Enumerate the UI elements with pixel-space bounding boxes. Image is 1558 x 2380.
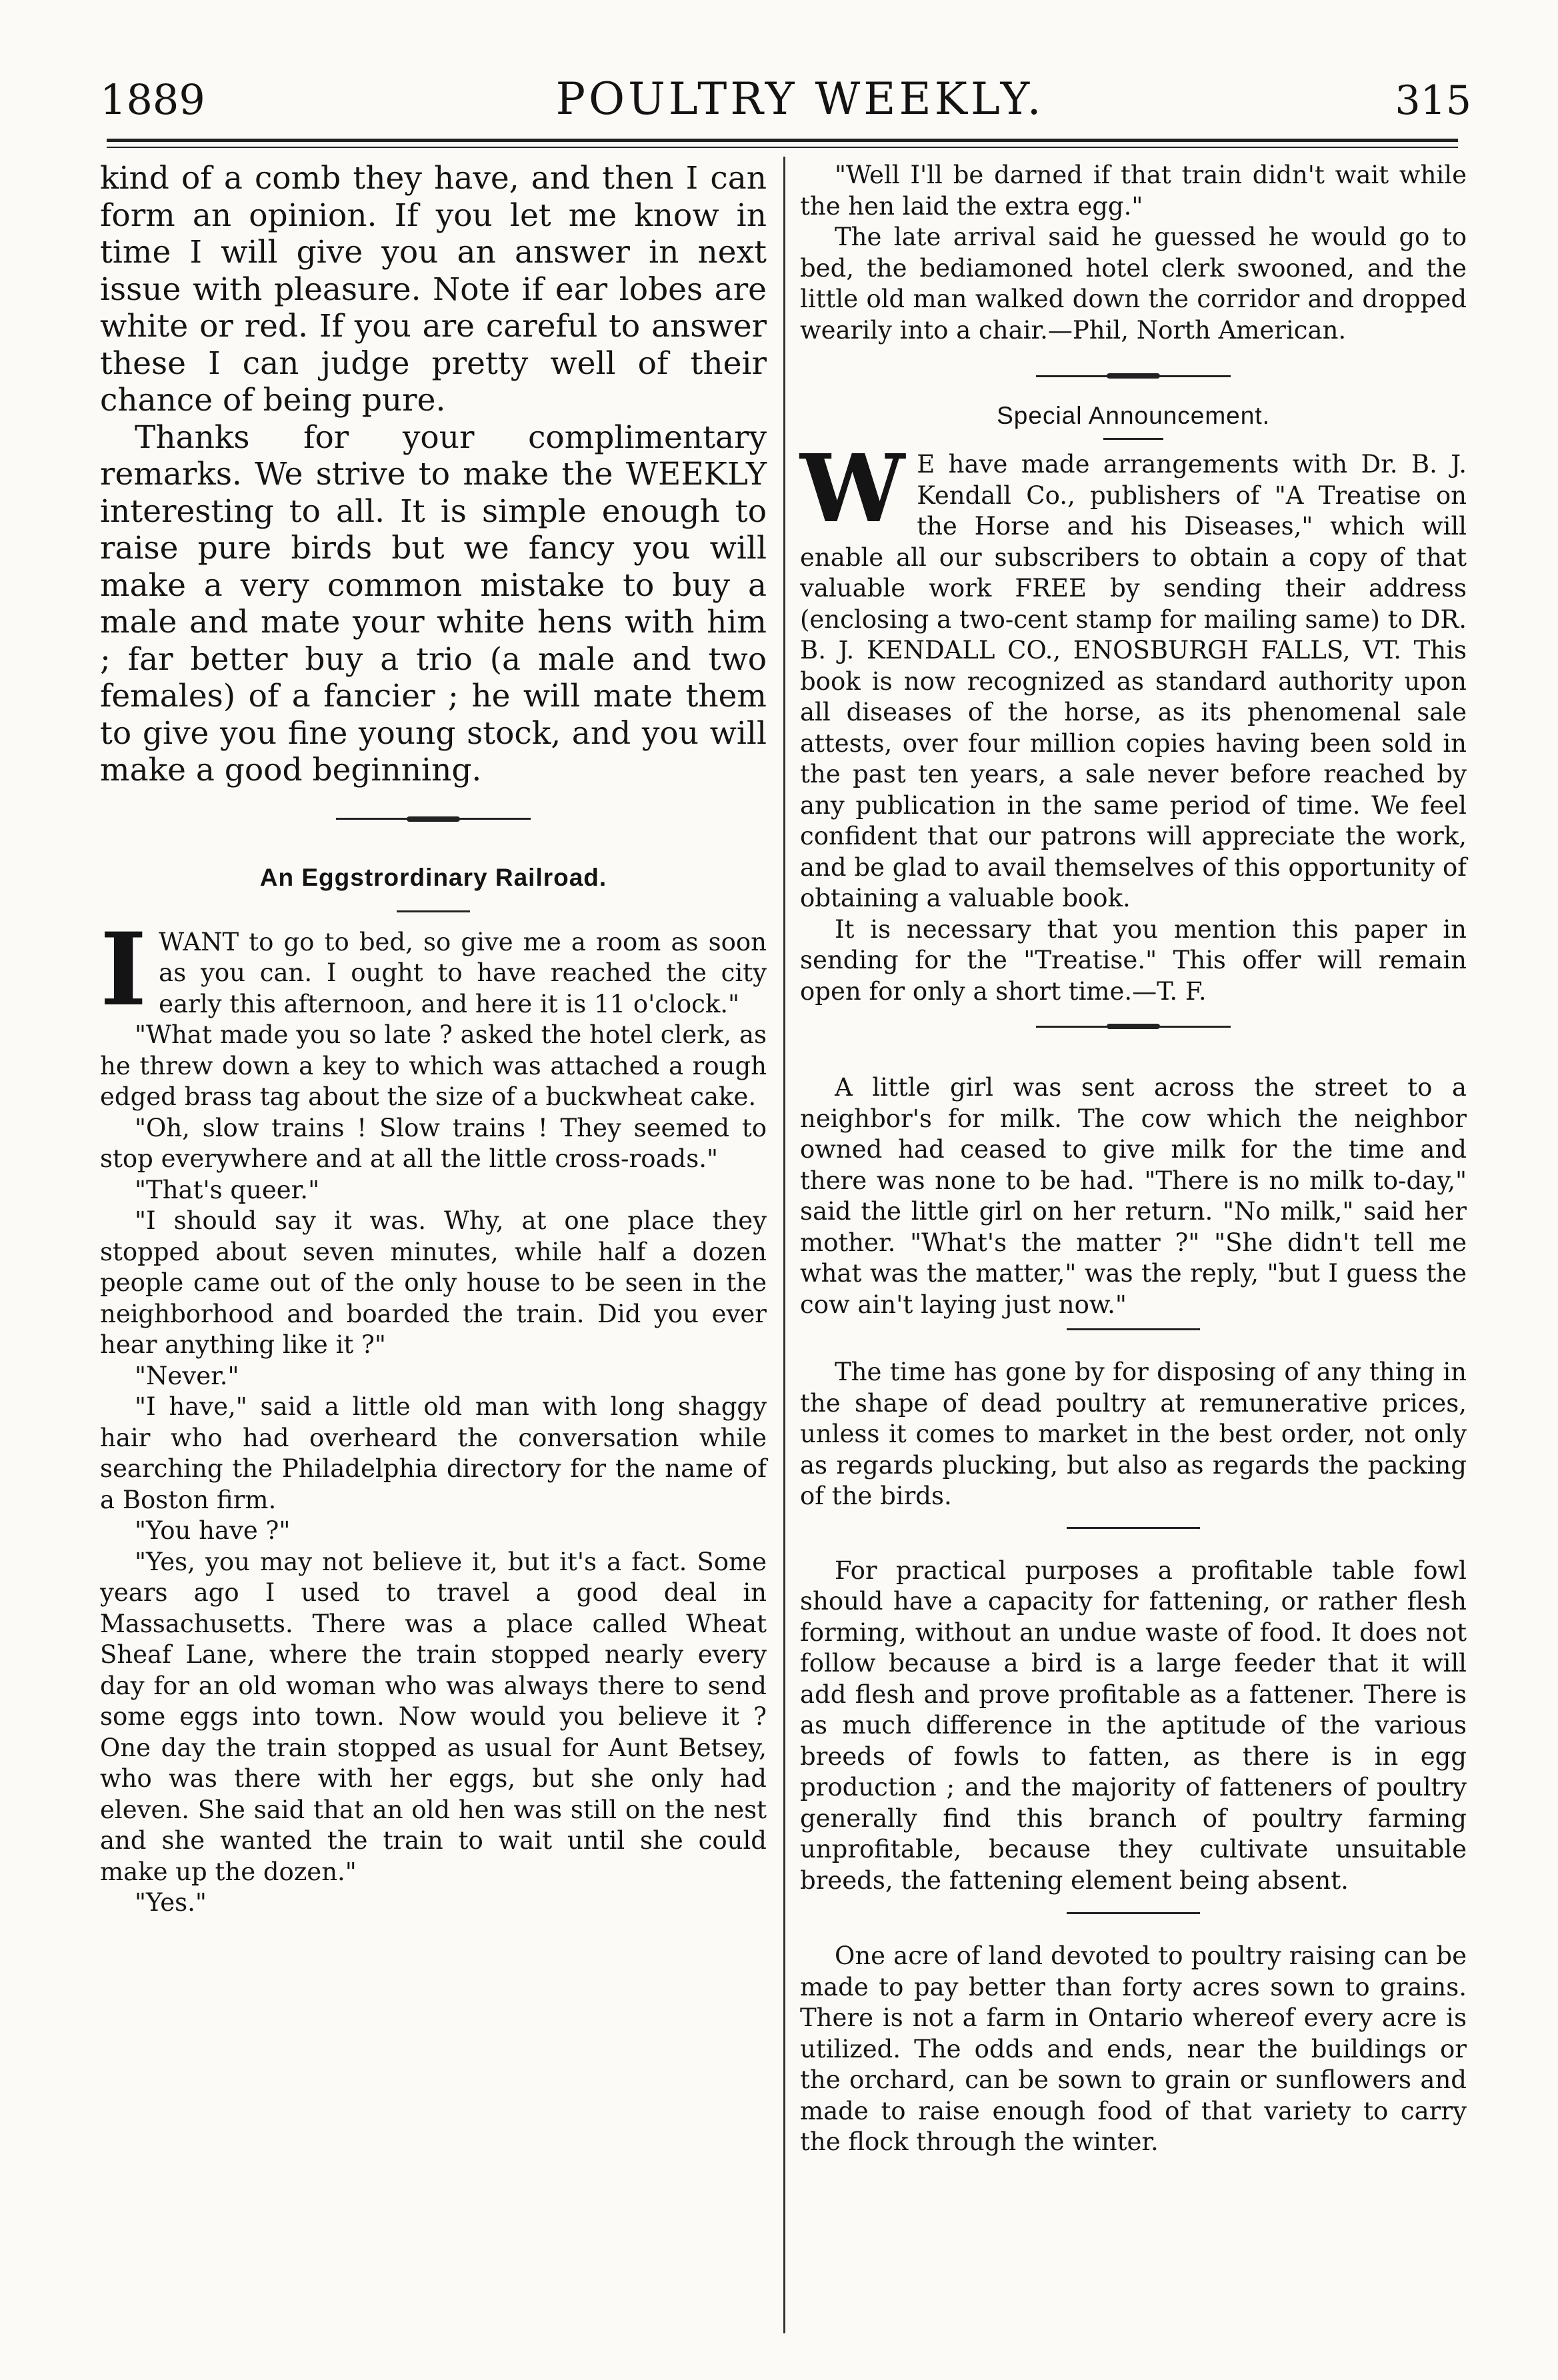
heading-rule (1103, 438, 1163, 440)
section-ornament (100, 808, 767, 830)
year: 1889 (100, 75, 205, 124)
railroad-heading: An Eggstrordinary Railroad. (259, 863, 607, 891)
announcement-note: It is necessary that you mention this paper in sending for the "Treatise." This offer will remain open for only a short time.—T. F. (800, 914, 1467, 1006)
heading-rule (397, 910, 470, 912)
railroad-paragraph: "Never." (135, 1361, 239, 1390)
railroad-paragraph: "Yes." (135, 1888, 207, 1917)
dropcap-i: I (100, 910, 147, 1028)
section-ornament (800, 1015, 1467, 1038)
comb-answer-paragraph: kind of a comb they have, and then I can form an opinion. If you let me know in time I will give you an answer in next issue with pleasure. Note if ear lobes are white or red. If you are careful to answer these I can judge pretty well of their chance of being pure. (100, 160, 767, 419)
column-divider (783, 157, 785, 2333)
section-ornament (800, 365, 1467, 387)
railroad-ending-paragraph: The late arrival said he guessed he would go to bed, the bediamoned hotel clerk swooned, and the little old man walked down the corridor and dropped wearily into a chair.—Phil, North American. (800, 223, 1467, 345)
dead-poultry-paragraph: The time has gone by for disposing of any thing in the shape of dead poultry at remunerative prices, unless it comes to market in the best order, not only as regards plucking, but also as regards the packing of the birds. (800, 1358, 1467, 1510)
separator-rule (1067, 1527, 1200, 1529)
railroad-paragraph: "What made you so late ? asked the hotel clerk, as he threw down a key to which was attached a rough edged brass tag about the size of a buckwheat cake. (100, 1020, 767, 1111)
railroad-opening-text: WANT to go to bed, so give me a room as soon as you can. I ought to have reached the city early this afternoon, and here it is 11 o'clock." (159, 927, 767, 1018)
announcement-text: E have made arrangements with Dr. B. J. Kendall Co., publishers of "A Treatise on the Horse and his Diseases," which will enable all our subscribers to obtain a copy of that valuable work FREE by sending their address (enclosing a two-cent stamp for mailing same) to DR. B. J. KENDALL CO., ENOSBURGH FALLS, VT. This book is now recognized as standard authority upon all diseases of the horse, as its phenomenal sale attests, over four million copies having been sold in the past ten years, a sale never before reached by any publication in the same period of time. We feel confident that our patrons will appreciate the work, and be glad to avail themselves of this opportunity of obtaining a valuable book. (800, 450, 1467, 912)
table-fowl-paragraph: For practical purposes a profitable table fowl should have a capacity for fattening, or rather flesh forming, without an undue waste of food. It does not follow because a bird is a large feeder that it will add flesh and prove profitable as a fattener. There is as much difference in the aptitude of the various breeds of fowls to fatten, as there is in egg production ; and the majority of fatteners of poultry generally find this branch of poultry farming unprofitable, because they cultivate unsuitable breeds, the fattening element being absent. (800, 1556, 1467, 1895)
header-rule-thin (107, 147, 1458, 148)
announcement-paragraph (800, 435, 1467, 914)
right-column (800, 160, 1467, 2158)
thanks-paragraph: Thanks for your complimentary remarks. We strive to make the WEEKLY interesting to all. It is simple enough to raise pure birds but we fancy you will make a very common mistake to buy a male and mate your white hens with him ; far better buy a trio (a male and two females) of a fancier ; he will mate them to give you fine young stock, and you will make a good beginning. (100, 419, 767, 788)
little-girl-paragraph: A little girl was sent across the street to a neighbor's for milk. The cow which the neighbor owned had ceased to give milk for the time and there was none to be had. "There is no milk to-day," said the little girl on her return. "No milk," said her mother. "What's the matter ?" "She didn't tell me what was the matter," was the reply, "but I guess the cow ain't laying just now." (800, 1073, 1467, 1319)
separator-rule (1067, 1912, 1200, 1914)
header-rule (107, 139, 1458, 142)
dropcap-w: W (800, 435, 905, 544)
masthead-title: POULTRY WEEKLY. (555, 73, 1045, 125)
left-column (100, 160, 767, 1919)
railroad-paragraph: "I should say it was. Why, at one place they stopped about seven minutes, while half a dozen people came out of the only house to be seen in the neighborhood and boarded the train. Did you ever hear anything like it ?" (100, 1206, 767, 1359)
railroad-paragraph: "That's queer." (135, 1175, 320, 1204)
railroad-paragraph: "Oh, slow trains ! Slow trains ! They seemed to stop everywhere and at all the little cross-roads." (100, 1113, 767, 1173)
acre-paragraph: One acre of land devoted to poultry raising can be made to pay better than forty acres sown to grains. There is not a farm in Ontario whereof every acre is utilized. The odds and ends, near the buildings or the orchard, can be sown to grain or sunflowers and made to raise enough food of that variety to carry the flock through the winter. (800, 1941, 1467, 2156)
railroad-paragraph: "I have," said a little old man with long shaggy hair who had overheard the conversation while searching the Philadelphia directory for the name of a Boston firm. (100, 1392, 767, 1514)
page-number: 315 (1395, 77, 1471, 124)
railroad-paragraph: "Yes, you may not believe it, but it's a fact. Some years ago I used to travel a good deal in Massachusetts. There was a place called Wheat Sheaf Lane, where the train stopped nearly every day for an old woman who was always there to send some eggs into town. Now would you believe it ? One day the train stopped as usual for Aunt Betsey, who was there with her eggs, but she only had eleven. She said that an old hen was still on the nest and she wanted the train to wait until she could make up the dozen." (100, 1547, 767, 1886)
separator-rule (1067, 1328, 1200, 1330)
running-head (100, 73, 1471, 147)
special-announcement-heading: Special Announcement. (997, 402, 1270, 429)
railroad-first-paragraph (100, 910, 767, 1028)
railroad-paragraph: "You have ?" (135, 1516, 291, 1545)
railroad-continued-paragraph: "Well I'll be darned if that train didn't wait while the hen laid the extra egg." (800, 161, 1467, 221)
